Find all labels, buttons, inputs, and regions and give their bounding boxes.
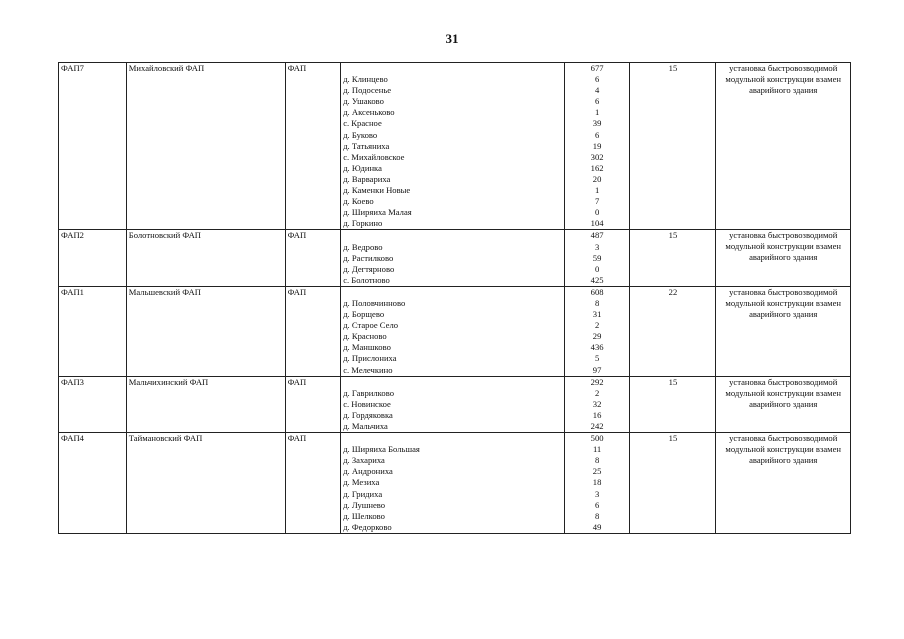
settlement-name: д. Лушнево — [343, 499, 386, 510]
settlement-name: д. Горкино — [343, 218, 383, 229]
facility-row — [59, 230, 851, 286]
population-total: 487 — [590, 230, 604, 241]
settlement-name: д. Каменки Новые — [343, 185, 411, 196]
settlement-population: 425 — [590, 274, 604, 285]
settlement-name: с. Михайловское — [343, 151, 405, 162]
settlement-population: 18 — [592, 477, 602, 488]
facility-row — [59, 63, 851, 230]
facilities-table-body — [59, 63, 851, 534]
settlements-cell — [341, 63, 565, 230]
facility-code: ФАП7 — [59, 63, 127, 230]
facility-count: 15 — [630, 63, 716, 230]
facilities-table — [58, 62, 851, 534]
settlement-population: 242 — [590, 421, 604, 431]
settlements-spacer — [343, 433, 562, 444]
settlement-population: 0 — [594, 207, 600, 218]
planned-action — [716, 63, 851, 230]
settlement-name: д. Мезиха — [343, 477, 380, 488]
settlement-name: с. Красное — [343, 118, 382, 129]
settlement-population: 49 — [592, 521, 602, 532]
planned-action-line: установка быстровозводимой — [729, 230, 838, 241]
planned-action-line: модульной конструкции взамен — [725, 297, 842, 308]
facility-count: 15 — [630, 433, 716, 534]
facility-count: 22 — [630, 286, 716, 376]
facility-row — [59, 433, 851, 534]
planned-action-line: аварийного здания — [749, 308, 818, 319]
settlement-name: д. Клинцево — [343, 74, 388, 85]
facility-code: ФАП1 — [59, 286, 127, 376]
population-total: 677 — [590, 63, 604, 73]
planned-action — [716, 376, 851, 432]
settlements-cell — [341, 230, 565, 286]
settlement-population: 2 — [594, 320, 600, 331]
settlement-population: 19 — [592, 140, 602, 151]
settlement-population: 29 — [592, 331, 602, 342]
facility-row — [59, 286, 851, 376]
planned-action — [716, 230, 851, 286]
settlement-population: 6 — [594, 74, 600, 85]
population-total: 500 — [590, 433, 604, 444]
settlement-population: 7 — [594, 196, 600, 207]
settlement-population: 31 — [592, 309, 602, 320]
facility-code: ФАП4 — [59, 433, 127, 534]
planned-action — [716, 433, 851, 534]
settlement-population: 20 — [592, 173, 602, 184]
planned-action-line: модульной конструкции взамен — [725, 444, 842, 455]
settlement-population: 39 — [592, 118, 602, 129]
facility-code: ФАП2 — [59, 230, 127, 286]
settlement-name: д. Прислониха — [343, 353, 397, 364]
population-cell — [564, 63, 630, 230]
settlement-name: д. Гридиха — [343, 488, 383, 499]
settlement-population: 16 — [592, 409, 602, 420]
settlement-name: д. Гаврилково — [343, 387, 394, 398]
planned-action-line: установка быстровозводимой — [729, 376, 838, 387]
facility-name: Михайловский ФАП — [126, 63, 285, 230]
settlement-name: д. Гордяковка — [343, 409, 393, 420]
settlement-population: 8 — [594, 510, 600, 521]
planned-action-line: аварийного здания — [749, 85, 818, 95]
planned-action-line: модульной конструкции взамен — [725, 387, 842, 398]
planned-action-line: аварийного здания — [749, 398, 818, 409]
facility-row — [59, 376, 851, 432]
settlement-population: 302 — [590, 151, 604, 162]
page-number: 31 — [445, 31, 459, 46]
settlement-name: д. Борщево — [343, 309, 385, 320]
facility-name: Таймановский ФАП — [126, 433, 285, 534]
population-cell — [564, 286, 630, 376]
settlement-name: д. Варвариха — [343, 173, 391, 184]
settlement-population: 3 — [594, 488, 600, 499]
population-cell — [564, 376, 630, 432]
planned-action-line: установка быстровозводимой — [729, 286, 838, 297]
settlements-spacer — [343, 287, 562, 298]
settlement-name: д. Половчинново — [343, 297, 406, 308]
population-cell — [564, 230, 630, 286]
settlement-population: 0 — [594, 263, 600, 274]
facility-name: Болотновский ФАП — [126, 230, 285, 286]
settlement-population: 2 — [594, 387, 600, 398]
settlement-name: д. Подосенье — [343, 85, 392, 96]
settlement-population: 97 — [592, 364, 602, 375]
settlement-population: 32 — [592, 398, 602, 409]
settlement-population: 6 — [594, 129, 600, 140]
settlement-name: д. Ширяиха Большая — [343, 444, 420, 455]
settlement-name: д. Красново — [343, 331, 387, 342]
settlement-name: д. Захариха — [343, 455, 385, 466]
facility-type: ФАП — [285, 376, 341, 432]
settlement-name: д. Растилково — [343, 252, 394, 263]
planned-action — [716, 286, 851, 376]
facility-count: 15 — [630, 230, 716, 286]
settlements-spacer — [343, 230, 562, 241]
settlement-population: 8 — [594, 297, 600, 308]
settlement-population: 436 — [590, 342, 604, 353]
settlement-name: д. Федорково — [343, 521, 392, 532]
settlement-name: с. Болотново — [343, 274, 390, 285]
planned-action-line: модульной конструкции взамен — [725, 74, 842, 84]
planned-action-line: аварийного здания — [749, 455, 818, 466]
settlement-population: 25 — [592, 466, 602, 477]
settlement-name: д. Маншково — [343, 342, 391, 353]
population-cell — [564, 433, 630, 534]
settlement-name: с. Новинское — [343, 398, 391, 409]
facility-type: ФАП — [285, 433, 341, 534]
settlement-name: д. Старое Село — [343, 320, 399, 331]
settlements-cell — [341, 376, 565, 432]
planned-action-line: аварийного здания — [749, 252, 818, 263]
facility-type: ФАП — [285, 286, 341, 376]
planned-action-line: установка быстровозводимой — [729, 433, 838, 444]
population-total: 292 — [590, 376, 604, 387]
settlement-name: д. Юдинка — [343, 162, 382, 173]
facility-type: ФАП — [285, 230, 341, 286]
settlements-cell — [341, 433, 565, 534]
settlement-name: д. Андрониха — [343, 466, 393, 477]
settlement-population: 4 — [594, 85, 600, 96]
settlement-name: д. Шелково — [343, 510, 385, 521]
settlements-cell — [341, 286, 565, 376]
settlement-name: д. Аксеньково — [343, 107, 395, 118]
settlement-population: 6 — [594, 96, 600, 107]
settlement-population: 3 — [594, 241, 600, 252]
settlement-population: 6 — [594, 499, 600, 510]
settlement-population: 1 — [594, 107, 600, 118]
settlements-spacer — [343, 377, 562, 388]
settlement-name: д. Ушаково — [343, 96, 384, 107]
settlement-name: с. Мелечкино — [343, 364, 393, 375]
facility-name: Мальчихинский ФАП — [126, 376, 285, 432]
settlement-population: 1 — [594, 185, 600, 196]
settlement-name: д. Ведрово — [343, 241, 383, 252]
settlement-population: 104 — [590, 218, 604, 229]
facility-type: ФАП — [285, 63, 341, 230]
settlement-name: д. Коево — [343, 196, 374, 207]
settlement-population: 5 — [594, 353, 600, 364]
settlement-population: 162 — [590, 162, 604, 173]
settlement-population: 11 — [592, 444, 602, 455]
facility-name: Мальшевский ФАП — [126, 286, 285, 376]
facility-code: ФАП3 — [59, 376, 127, 432]
settlement-population: 59 — [592, 252, 602, 263]
settlement-population: 8 — [594, 455, 600, 466]
settlement-name: д. Мальчиха — [343, 421, 388, 431]
settlement-name: д. Буково — [343, 129, 378, 140]
settlement-name: д. Татьяниха — [343, 140, 390, 151]
facility-count: 15 — [630, 376, 716, 432]
settlements-spacer — [343, 63, 562, 74]
settlement-name: д. Дегтярново — [343, 263, 395, 274]
planned-action-line: установка быстровозводимой — [729, 63, 838, 73]
planned-action-line: модульной конструкции взамен — [725, 241, 842, 252]
settlement-name: д. Ширяиха Малая — [343, 207, 412, 218]
population-total: 608 — [590, 286, 604, 297]
